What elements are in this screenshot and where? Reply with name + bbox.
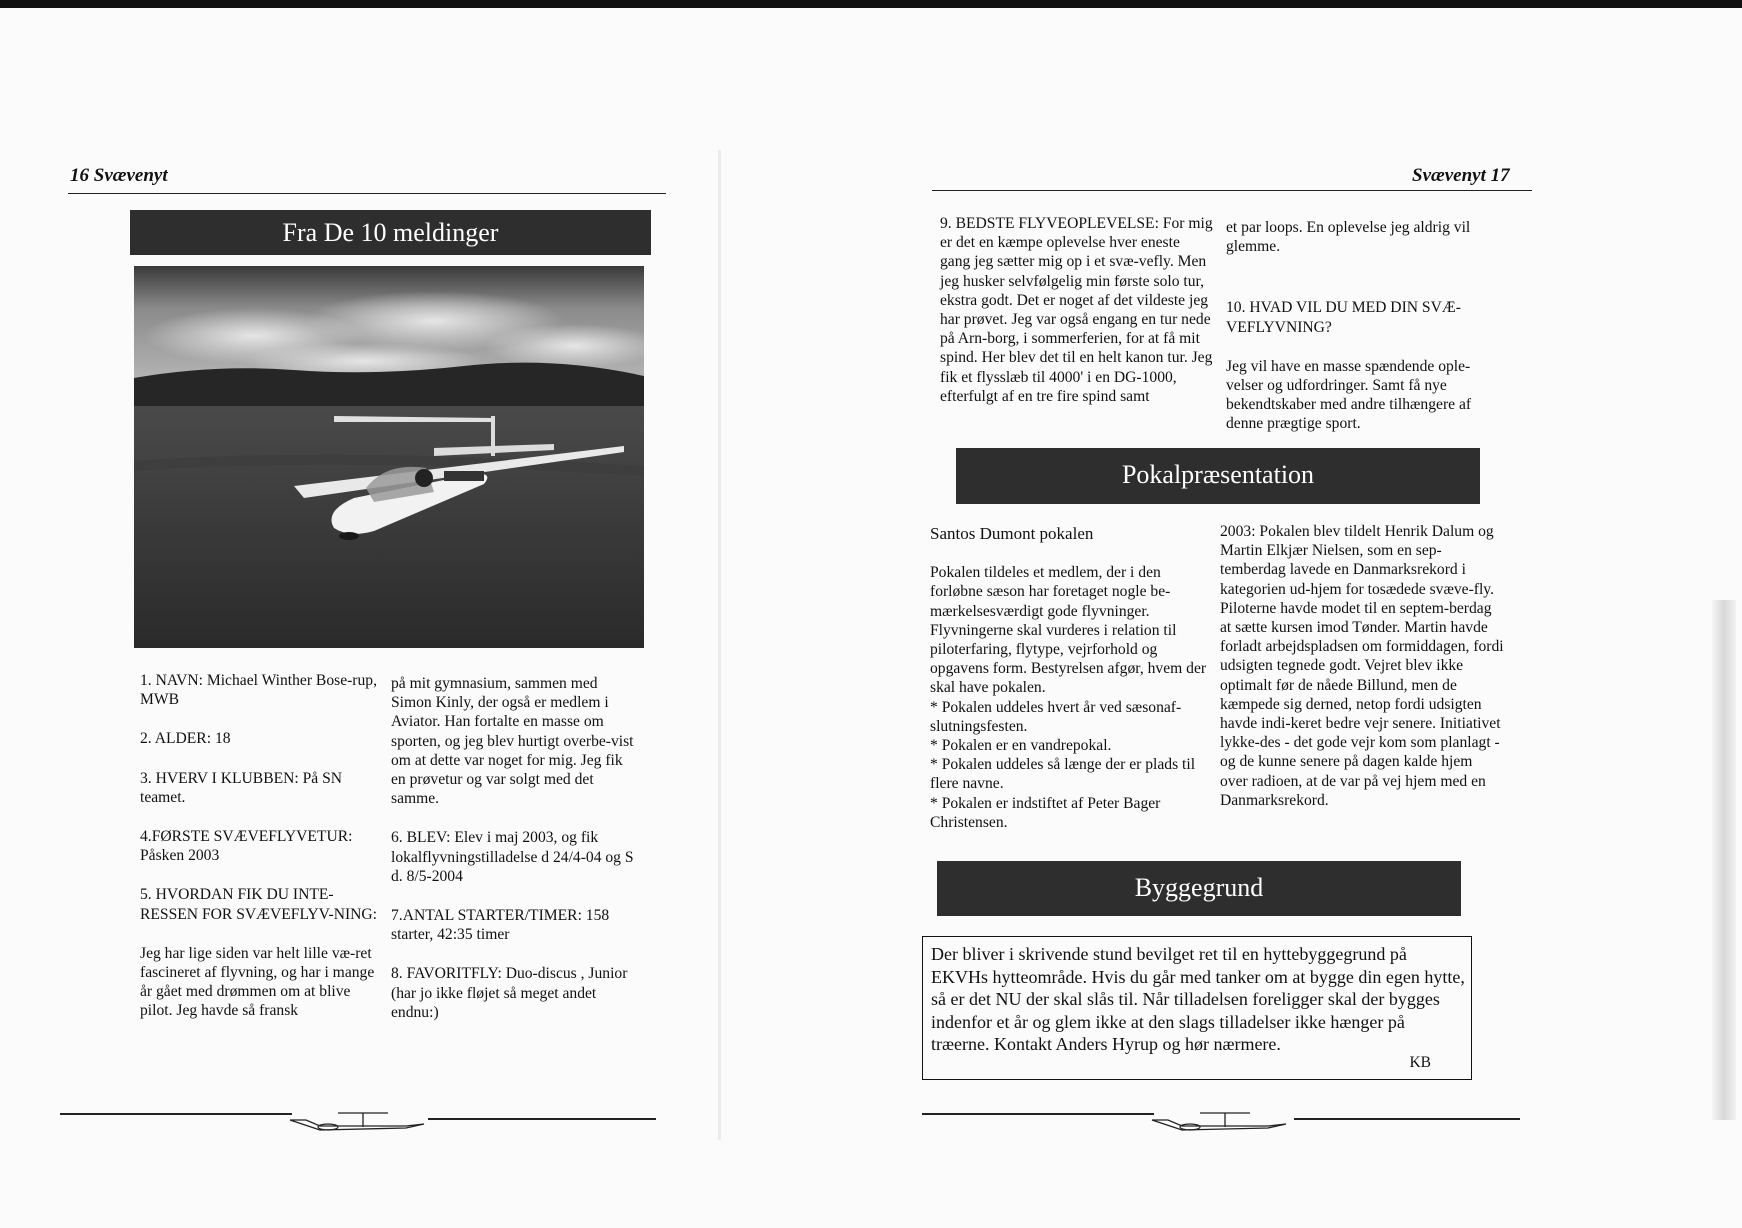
- pokal-title: Santos Dumont pokalen: [930, 524, 1094, 543]
- q9-best-experience: 9. BEDSTE FLYVEOPLEVELSE: For mig er det en kæmpe oplevelse hver eneste gang jeg sætter mig op i et svæ-vefly. Men jeg husker selvfølgelig min første solo tur, ekstra godt. Det er noget af det vildeste jeg har prøvet. Jeg var også engang en tur nede på Arn-borg, i sommerferien, for at få mit spind. Her blev det til en helt kanon tur. Jeg fik et flysslæb til 4000' i en DG-1000, efterfulgt af en tre fire spind samt: [940, 215, 1213, 405]
- footer-rule-left-b: [428, 1118, 656, 1120]
- header-rule-left: [68, 193, 666, 194]
- pokal-col-2: [1220, 522, 1504, 810]
- section-banner-pokal: [956, 448, 1480, 504]
- page-edge-shadow: [1712, 600, 1736, 1120]
- q9-best-experience-cont: et par loops. En oplevelse jeg aldrig vil glemme.: [1226, 219, 1471, 256]
- q3-role: 3. HVERV I KLUBBEN: På SN teamet.: [140, 769, 343, 806]
- banner-title: Fra De 10 meldinger: [282, 218, 499, 247]
- q4-first-flight: 4.FØRSTE SVÆVEFLYVETUR: Påsken 2003: [140, 828, 353, 865]
- q1-name: 1. NAVN: Michael Winther Bose-rup, MWB: [140, 672, 377, 709]
- q7-starts-hours: 7.ANTAL STARTER/TIMER: 158 starter, 42:35 timer: [391, 907, 610, 944]
- page-fold: [718, 150, 721, 1140]
- page-header-left: 16 Svævenyt: [70, 165, 168, 186]
- byggegrund-box: [922, 936, 1472, 1080]
- header-rule-right: [932, 190, 1532, 191]
- scan-edge: [0, 0, 1742, 8]
- interview-col-2: [391, 674, 639, 1022]
- section-banner-meldinger: [130, 210, 651, 255]
- pokal-rules: Pokalen tildeles et medlem, der i den forløbne sæson har foretaget nogle be-mærkelsesværdigt gode flyvninger. Flyvningerne skal vurderes i relation til piloterfaring, flytype, vejrforhold og opgavens form. Bestyrelsen afgør, hvem der skal have pokalen. * Pokalen uddeles hvert år ved sæsonaf-slutningsfesten. * Pokalen er en vandrepokal. * Pokalen uddeles så længe der er plads til flere navne. * Pokalen er indstiftet af Peter Bager Christensen.: [930, 564, 1207, 831]
- glider-icon: [286, 1110, 430, 1134]
- q10-question: 10. HVAD VIL DU MED DIN SVÆ-VEFLYVNING?: [1226, 299, 1461, 336]
- interview-col-3: [940, 214, 1214, 406]
- footer-rule-right-a: [922, 1113, 1154, 1115]
- q5-interest-answer-cont: på mit gymnasium, sammen med Simon Kinly, der også er medlem i Aviator. Han fortalte en masse om sporten, og jeg blev hurtigt overbe-vist om at dette var noget for mig. Jeg fik en prøvetur og var solgt med det samme.: [391, 675, 634, 808]
- q10-answer: Jeg vil have en masse spændende ople-velser og udfordringer. Samt få nye bekendtskaber med andre tilhængere af denne prægtige sport.: [1226, 357, 1472, 433]
- byggegrund-signature: KB: [1409, 1054, 1431, 1071]
- interview-col-1: [140, 671, 380, 1021]
- pokal-col-1: [930, 524, 1212, 832]
- q8-favorite-glider: 8. FAVORITFLY: Duo-discus , Junior (har jo ikke fløjet så meget andet endnu:): [391, 965, 628, 1021]
- footer-rule-right-b: [1294, 1118, 1520, 1120]
- interview-col-4: [1226, 218, 1496, 434]
- banner3-title: Byggegrund: [1134, 873, 1264, 902]
- glider-photo: [134, 266, 644, 648]
- section-banner-byggegrund: [937, 861, 1461, 916]
- footer-rule-left-a: [60, 1113, 292, 1115]
- banner2-title: Pokalpræsentation: [1121, 460, 1315, 489]
- q2-age: 2. ALDER: 18: [140, 730, 231, 748]
- q5-interest-question: 5. HVORDAN FIK DU INTE-RESSEN FOR SVÆVEFLYV-NING:: [140, 886, 378, 923]
- page-header-right: Svævenyt 17: [1412, 165, 1510, 186]
- q6-became: 6. BLEV: Elev i maj 2003, og fik lokalflyvningstilladelse d 24/4-04 og S d. 8/5-2004: [391, 829, 634, 885]
- q5-interest-answer: Jeg har lige siden var helt lille væ-ret fascineret af flyvning, og har i mange år gået med drømmen om at blive pilot. Jeg havde så fransk: [140, 944, 375, 1020]
- glider-icon: [1148, 1110, 1292, 1134]
- pokal-2003-winners: 2003: Pokalen blev tildelt Henrik Dalum og Martin Elkjær Nielsen, som en sep-temberdag lavede en Danmarksrekord i kategorien ud-hjem for tosædede svæve-fly. Piloterne havde modet til en septem-berdag at sætte kursen imod Tønder. Martin havde forladt arbejdspladsen om formiddagen, fordi udsigten tegnede godt. Vejret blev ikke optimalt før de nåede Billund, men de kæmpede sig derned, netop fordi udsigten havde indi-keret bedre vejr senere. Initiativet lykke-des - det gode vejr kom som planlagt - og de kunne senere på dagen kalde hjem over radioen, at de var på vej hjem med en Danmarksrekord.: [1220, 523, 1504, 809]
- byggegrund-text: Der bliver i skrivende stund bevilget ret til en hyttebyggegrund på EKVHs hytteområde. Hvis du går med tanker om at bygge din egen hytte, så er det NU der skal slås til. Når tilladelsen foreligger skal der bygges indenfor et år og glem ikke at den slags tilladelser ikke hænger på træerne. Kontakt Anders Hyrup og hør nærmere.: [931, 944, 1465, 1054]
